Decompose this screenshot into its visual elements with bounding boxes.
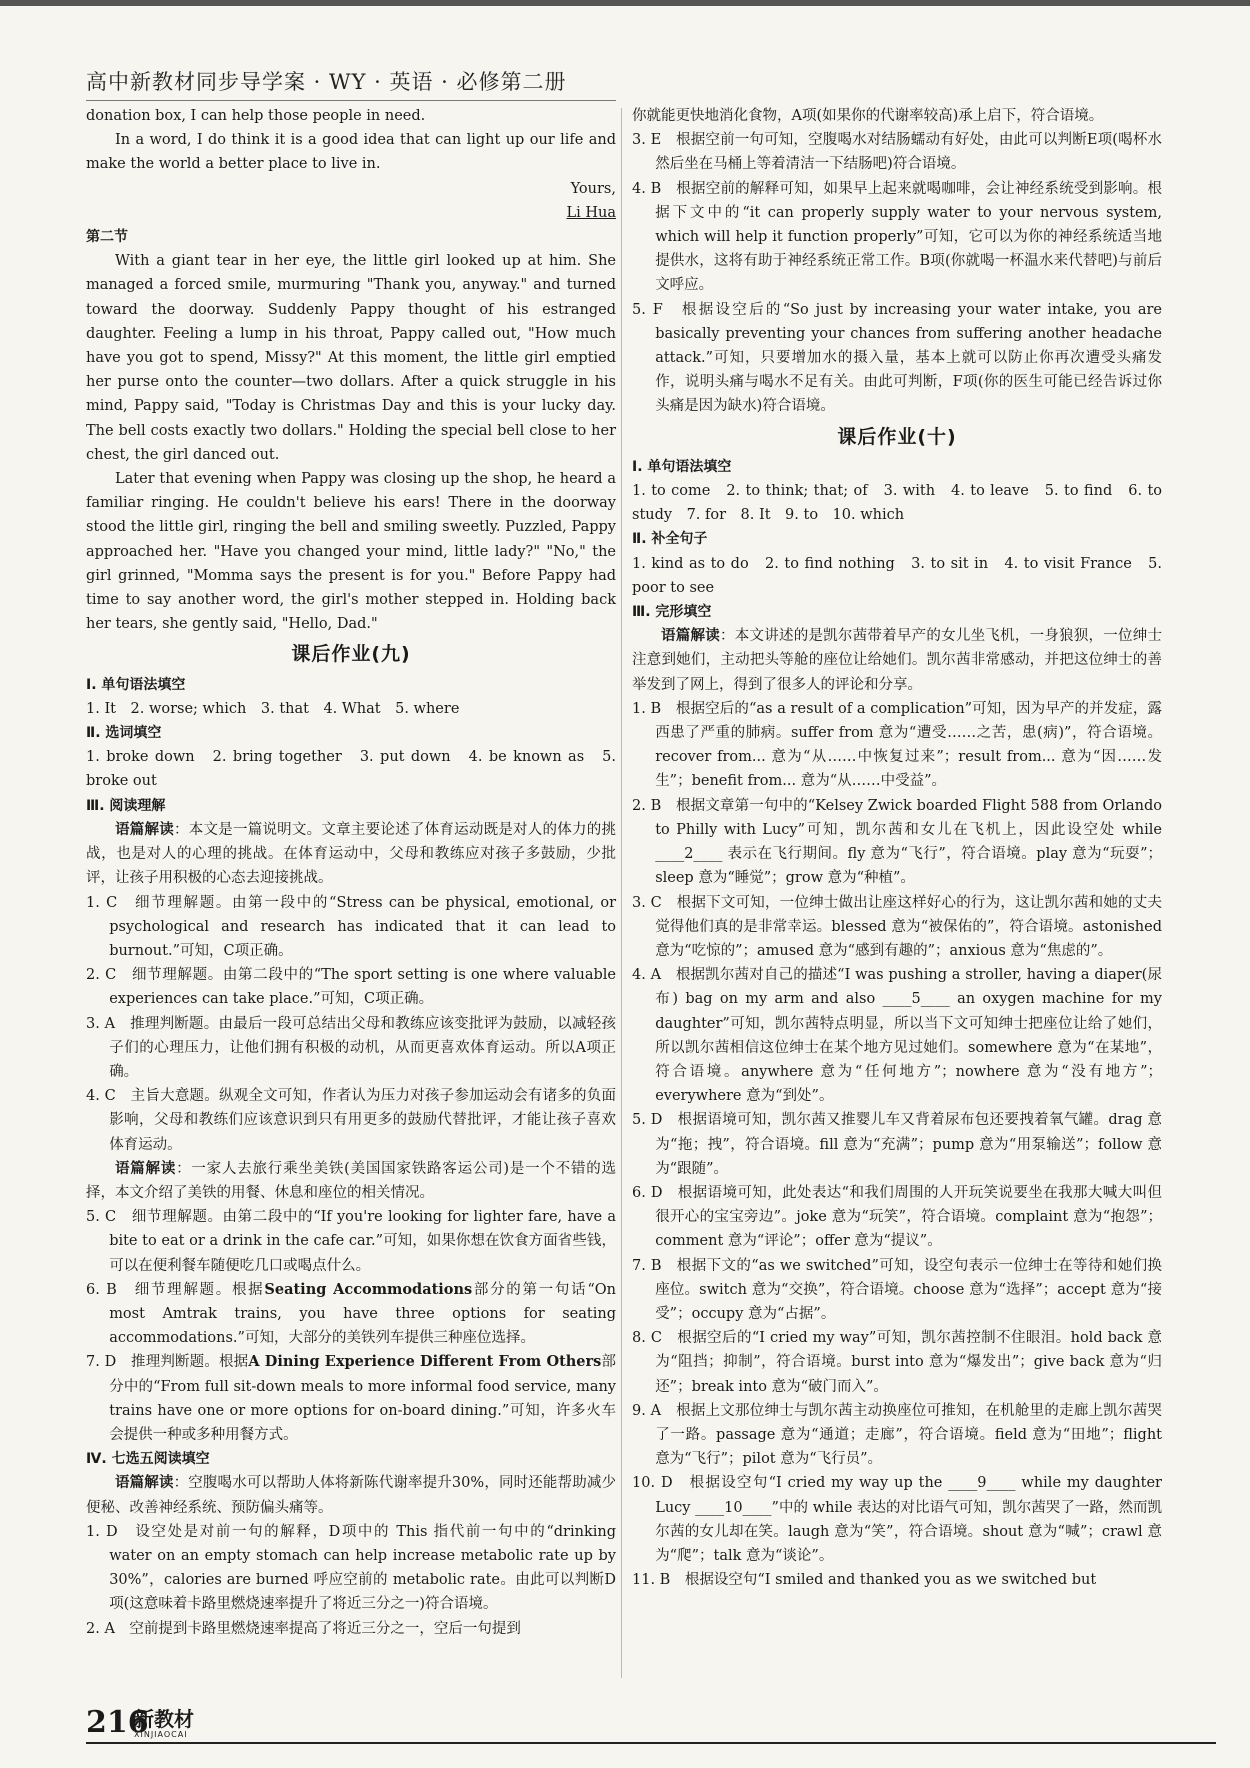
column-divider [621,108,622,1678]
answer-item: 4. B 根据空前的解释可知，如果早上起来就喝咖啡，会让神经系统受到影响。根据下文中的“it can properly supply water to your nervous system, which will help it function properly”可知，它可以为你的神经系统适当地提供水，这将有助于神经系统正常工作。B项(你就喝一杯温水来代替吧)与前后文呼应。 [632,180,1162,294]
answer-continued: 你就能更快地消化食物，A项(如果你的代谢率较高)承上启下，符合语境。 [632,108,1104,124]
answers: 1. broke down 2. bring together 3. put down 4. be known as 5. broke out [86,749,616,790]
answer-item: 9. A 根据上文那位绅士与凯尔茜主动换座位可推知，在机舱里的走廊上凯尔茜哭了一路。passage 意为“通道；走廊”，符合语境。field 意为“田地”；flight 意为“飞行”；pilot 意为“飞行员”。 [632,1402,1162,1468]
subsection-heading: Ⅰ. 单句语法填空 [632,458,732,475]
answer-item: 5. D 根据语境可知，凯尔茜又推婴儿车又背着尿布包还要拽着氧气罐。drag 意为“拖；拽”，符合语境。fill 意为“充满”；pump 意为“用泵输送”；follow 意为“跟随”。 [632,1112,1162,1177]
passage-summary: 语篇解读：本文是一篇说明文。文章主要论述了体育运动既是对人的体力的挑战，也是对人的心理的挑战。在体育运动中，父母和教练应对孩子多鼓励，少批评，让孩子用积极的心态去迎接挑战。 [86,821,617,887]
brand-subtitle: XINJIAOCAI [134,1730,188,1739]
answer-item: 10. D 根据设空句“I cried my way up the ____9____ while my daughter Lucy ____10____”中的 while 表达的对比语气可知，凯尔茜哭了一路，然而凯尔茜的女儿却在笑。laugh 意为“笑”，符合语境。shout 意为“喊”；crawl 意为“爬”；talk 意为“谈论”。 [632,1475,1162,1564]
passage-summary: 语篇解读：空腹喝水可以帮助人体将新陈代谢率提升30%，同时还能帮助减少便秘、改善神经系统、预防偏头痛等。 [86,1475,617,1516]
header-rule [86,100,616,101]
answer-item: 1. D 设空处是对前一句的解释，D项中的 This 指代前一句中的“drinking water on an empty stomach can help increase metabolic rate up by 30%”，calories are burned 呼应空前的 metabolic rate。由此可以判断D项(这意味着卡路里燃烧速率提升了将近三分之一)符合语境。 [86,1523,616,1613]
answer-item: 3. C 根据下文可知，一位绅士做出让座这样好心的行为，这让凯尔茜和她的丈夫觉得他们真的是非常幸运。blessed 意为“被保佑的”，符合语境。astonished 意为“吃惊的”；amused 意为“感到有趣的”；anxious 意为“焦虑的”。 [632,894,1162,959]
answer-item: 2. A 空前提到卡路里燃烧速率提高了将近三分之一，空后一句提到 [86,1620,521,1637]
page-header: 高中新教材同步导学案 · WY · 英语 · 必修第二册 [86,70,567,94]
essay-end: donation box, I can help those people in need. [86,108,426,124]
answer-item: 8. C 根据空后的“I cried my way”可知，凯尔茜控制不住眼泪。hold back 意为“阻挡；抑制”，符合语境。burst into 意为“爆发出”；give back 意为“归还”；break into 意为“破门而入”。 [632,1330,1162,1395]
answer-item: 5. F 根据设空后的“So just by increasing your water intake, you are basically preventing your chances from suffering another headache attack.”可知，只要增加水的摄入量，基本上就可以防止你再次遭受头痛发作，说明头痛与喝水不足有关。由此可判断，F项(你的医生可能已经告诉过你头痛是因为缺水)符合语境。 [632,301,1162,415]
sign-off: Yours, [570,180,616,197]
page-number: 216 [86,1705,149,1740]
answer-item: 11. B 根据设空句“I smiled and thanked you as we switched but [632,1572,1097,1589]
homework-title-9: 课后作业(九) [291,643,411,666]
brand-logo: 新教材 [134,1707,194,1731]
subsection-heading: Ⅱ. 选词填空 [86,725,162,742]
answer-item: 2. C 细节理解题。由第二段中的“The sport setting is one where valuable experiences can take place.”可知，C项正确。 [86,967,616,1008]
left-column [86,104,616,1641]
answer-item: 6. B 细节理解题。根据Seating Accommodations部分的第一句话“On most Amtrak trains, you have three options for seating accommodations.”可知，大部分的美铁列车提供三种座位选择。 [86,1280,616,1347]
answer-item: 3. E 根据空前一句可知，空腹喝水对结肠蠕动有好处，由此可以判断E项(喝杯水然后坐在马桶上等着清洁一下结肠吧)符合语境。 [632,132,1162,173]
answer-item: 7. B 根据下文的“as we switched”可知，设空句表示一位绅士在等待和她们换座位。switch 意为“交换”，符合语境。choose 意为“选择”；accept 意为“接受”；occupy 意为“占据”。 [632,1257,1162,1322]
answers: 1. kind as to do 2. to find nothing 3. to sit in 4. to visit France 5. poor to see [632,555,1162,596]
subsection-heading: Ⅳ. 七选五阅读填空 [86,1451,210,1468]
story-paragraph: With a giant tear in her eye, the little girl looked up at him. She managed a forced smile, murmuring "Thank you, anyway." and turned toward the doorway. Suddenly Pappy thought of his estranged daughter. Feeling a lump in his throat, Pappy called out, "How much have you got to spend, Missy?" At this moment, the little girl emptied her purse onto the counter—two dollars. After a quick struggle in his mind, Pappy said, "Today is Christmas Day and this is your lucky day. The bell costs exactly two dollars." Holding the special bell close to her chest, the girl danced out. [86,253,616,463]
answer-item: 5. C 细节理解题。由第二段中的“If you're looking for lighter fare, have a bite to eat or a drink in the cafe car.”可知，如果你想在饮食方面省些钱，可以在便利餐车随便吃几口或喝点什么。 [86,1209,616,1274]
essay-conclusion: In a word, I do think it is a good idea that can light up our life and make the world a better place to live in. [86,132,616,173]
answer-item: 1. C 细节理解题。由第一段中的“Stress can be physical, emotional, or psychological and research has indicated that it can lead to burnout.”可知，C项正确。 [86,894,616,959]
answer-item: 1. B 根据空后的“as a result of a complication”可知，因为早产的并发症，露西患了严重的肺病。suffer from 意为“遭受……之苦，患(病)”，符合语境。recover from... 意为“从……中恢复过来”；result from... 意为“因……发生”；benefit from... 意为“从……中受益”。 [632,700,1162,790]
passage-summary: 语篇解读：一家人去旅行乘坐美铁(美国国家铁路客运公司)是一个不错的选择，本文介绍了美铁的用餐、休息和座位的相关情况。 [86,1160,617,1201]
homework-title-10: 课后作业(十) [837,425,957,448]
subsection-heading: Ⅲ. 阅读理解 [86,797,166,814]
subsection-heading: Ⅲ. 完形填空 [632,604,712,621]
answer-item: 6. D 根据语境可知，此处表达“和我们周围的人开玩笑说要坐在我那大喊大叫但很开心的宝宝旁边”。joke 意为“玩笑”，符合语境。complaint 意为“抱怨”；comment 意为“评论”；offer 意为“提议”。 [632,1184,1162,1250]
passage-summary: 语篇解读：本文讲述的是凯尔茜带着早产的女儿坐飞机，一身狼狈，一位绅士注意到她们，主动把头等舱的座位让给她们。凯尔茜非常感动，并把这位绅士的善举发到了网上，得到了很多人的评论和分享。 [632,628,1163,693]
footer-rule [86,1742,1216,1744]
subsection-heading: Ⅱ. 补全句子 [632,531,708,548]
answers: 1. It 2. worse; which 3. that 4. What 5. where [86,700,460,717]
section-heading: 第二节 [86,229,128,246]
answer-item: 2. B 根据文章第一句中的“Kelsey Zwick boarded Flight 588 from Orlando to Philly with Lucy”可知，凯尔茜和女儿在飞机上，因此设空处 while ____2____ 表示在飞行期间。fly 意为“飞行”，符合语境。play 意为“玩耍”；sleep 意为“睡觉”；grow 意为“种植”。 [632,797,1162,887]
answer-item: 4. A 根据凯尔茜对自己的描述“I was pushing a stroller, having a diaper(尿布) bag on my arm and also ____5____ an oxygen machine for my daughter”可知，凯尔茜特点明显，所以当下文可知绅士把座位让给了她们，所以凯尔茜相信这位绅士在某个地方见过她们。somewhere 意为“在某地”，符合语境。anywhere 意为“任何地方”；nowhere 意为“没有地方”；everywhere 意为“到处”。 [632,967,1162,1105]
right-column [632,104,1162,1592]
story-paragraph: Later that evening when Pappy was closing up the shop, he heard a familiar ringing. He couldn't believe his ears! There in the doorway stood the little girl, ringing the bell and smiling sweetly. Puzzled, Pappy approached her. "Have you changed your mind, little lady?" "No," the girl grinned, "Momma says the present is for you." Before Pappy had time to say another word, the girl's mother stepped in. Holding back her tears, she gently said, "Hello, Dad." [86,471,616,633]
subsection-heading: Ⅰ. 单句语法填空 [86,676,186,693]
answers: 1. to come 2. to think; that; of 3. with 4. to leave 5. to find 6. to study 7. for 8. It 9. to 10. which [632,483,1162,524]
answer-item: 4. C 主旨大意题。纵观全文可知，作者认为压力对孩子参加运动会有诸多的负面影响，父母和教练们应该意识到只有用更多的鼓励代替批评，才能让孩子喜欢体育运动。 [86,1088,616,1153]
signature-name: Li Hua [566,204,616,221]
top-bar [0,0,1250,6]
answer-item: 3. A 推理判断题。由最后一段可总结出父母和教练应该变批评为鼓励，以减轻孩子们的心理压力，让他们拥有积极的动机，从而更喜欢体育运动。所以A项正确。 [86,1015,616,1080]
answer-item: 7. D 推理判断题。根据A Dining Experience Different From Others部分中的“From full sit-down meals to more informal food service, many trains have one or more options for on-board dining.”可知，许多火车会提供一种或多种用餐方式。 [86,1353,617,1443]
